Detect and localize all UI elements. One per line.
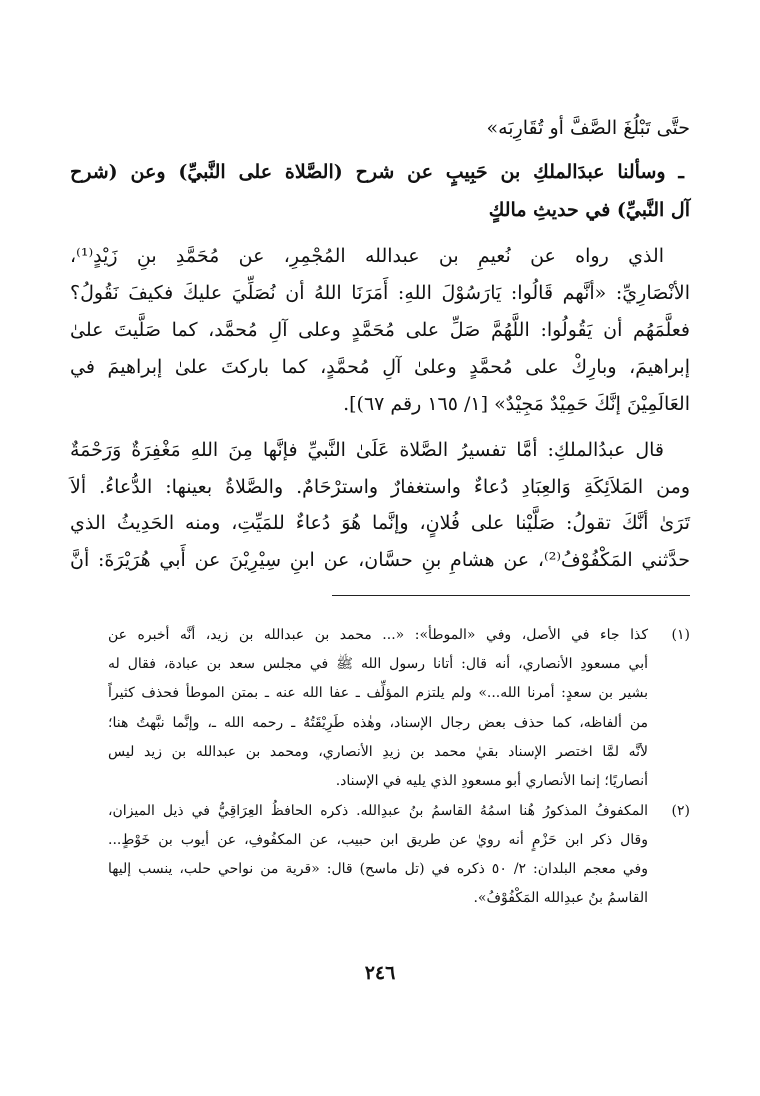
main-text-line: فعلَّمَهُم أن يَقُولُوا: اللَّهُمَّ صَلِّ على مُحَمَّدٍ وعلى آلِ مُحمَّد، كما صَلَّيتَ علىٰ xyxy=(70,319,690,341)
footnote-line: أنصاريًا؛ إنما الأنصاري أبو مسعودِ الذي يليه في الإسناد. xyxy=(335,773,648,789)
main-text-line: إبراهيمَ، وبارِكْ على مُحمَّدٍ وعلىٰ آلِ مُحمَّدٍ، كما باركتَ علىٰ إبراهيمَ في xyxy=(70,356,690,378)
footnote-line: كذا جاء في الأصل، وفي «الموطأ»: «... محمد بن عبدالله بن زيد، أنَّه أخبره عن xyxy=(108,627,648,643)
main-text-line: الذي رواه عن نُعيمِ بن عبدالله المُجْمِرِ، عن مُحَمَّدِ بنِ زَيْدٍ⁽¹⁾، xyxy=(70,245,664,267)
footnote-line: وقال ذكر ابن حَزْمٍ أنه رويٰ عن طريق ابن حبيب، عن المكفُوفِ، عن أيوب بن خَوْطٍ... xyxy=(108,832,648,848)
section-heading-line: آل النَّبيِّ) في حديثِ مالكٍ xyxy=(488,199,690,221)
main-text-line: العَالَمِيْنَ إنَّكَ حَمِيْدٌ مَجِيْدٌ» [١/ ١٦٥ رقم ٦٧)]. xyxy=(343,393,690,415)
main-text-line: حتَّى تَبْلُغَ الصَّفَّ أو تُقَارِبَه» xyxy=(486,117,690,139)
footnote-line: أبي مسعودِ الأنصاري، أنه قال: أتانا رسول الله ﷺ في مجلس سعد بن عبادة، فقال له xyxy=(108,656,648,672)
footnote-separator xyxy=(332,595,690,596)
footnote-line: القاسمُ بنُ عبدِالله المَكْفُوْفُ». xyxy=(473,890,648,906)
footnote-line: بشير بن سعدٍ: أمرنا الله...» ولم يلتزم المؤلِّف ـ عفا الله عنه ـ بمتن الموطأ فحذف كثيراً xyxy=(108,685,648,701)
main-text-line: تَرَىٰ أنَّكَ تقولُ: صَلَّيْنا على فُلانٍ، وإنَّما هُوَ دُعاءٌ للمَيِّتِ، ومنه الحَدِيثُ الذي xyxy=(70,512,690,534)
footnote-line: المكفوفُ المذكورُ هُنا اسمُهُ القاسمُ بنُ عبدِالله. ذكره الحافظُ العِرَاقِيُّ في ذيل الميزان، xyxy=(108,803,648,819)
page-number: ٢٤٦ xyxy=(364,962,396,984)
section-heading-line: ـ وسألنا عبدَالملكِ بن حَبِيبٍ عن شرح (الصَّلاة على النَّبيِّ) وعن (شرح xyxy=(70,161,684,183)
footnote-line: لأنَّه لمَّا اختصر الإسناد بقيٰ محمد بن زيدِ الأنصاري، ومحمد بن عبدالله بن زيد ليس xyxy=(108,744,648,760)
footnote-line: وفي معجم البلدان: ٢/ ٥٠ ذكره في (تل ماسح) قال: «قرية من نواحي حلب، ينسب إليها xyxy=(108,861,648,877)
footnote-number: (٢) xyxy=(671,803,690,819)
main-text-line: حدَّثني المَكْفُوْفُ⁽²⁾، عن هشامِ بنِ حسَّان، عن ابنِ سِيْرِيْنَ عن أَبي هُرَيْرَةَ: أنَّ xyxy=(70,549,690,571)
main-text-line: ومن المَلاَئِكَةِ وَالعِبَادِ دُعاءٌ واستغفارٌ واسترْحَامٌ. والصَّلاةُ بعينها: الدُّعاءُ. ألاَ xyxy=(70,476,690,498)
main-text-line: قال عبدُالملكِ: أمَّا تفسيرُ الصَّلاة عَلَىٰ النَّبيِّ فإنَّها مِنَ اللهِ مَغْفِرَةٌ وَرَحْمَةٌ xyxy=(70,439,664,461)
footnote-number: (١) xyxy=(671,627,690,643)
main-text-line: الأنْصَارِيِّ: «أنَّهم قَالُوا: يَارَسُوْلَ اللهِ: أَمَرَنَا اللهُ أن نُصَلِّيَ عليكَ فكيفَ نَقُولُ؟ xyxy=(70,282,690,304)
footnote-line: من ألفاظه، كما حذف بعض رجال الإسناد، وهٰذه طَرِيْقَتُهُ ـ رحمه الله ـ، وإنَّما نبَّهتُ هنا؛ xyxy=(108,715,648,731)
